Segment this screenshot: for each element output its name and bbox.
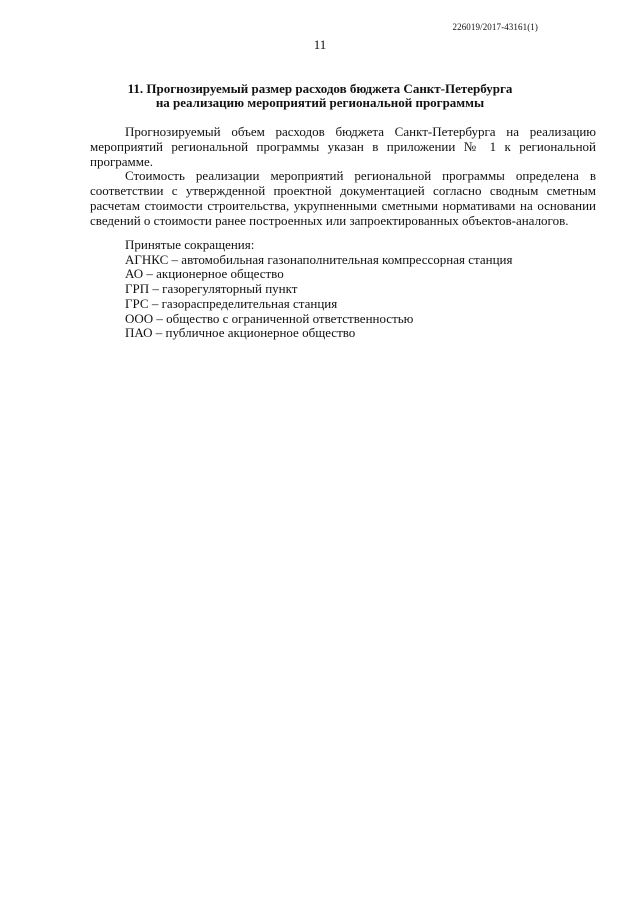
abbreviation-item: АГНКС – автомобильная газонаполнительная компрессорная станция (125, 251, 513, 267)
page-number: 11 (313, 37, 327, 52)
abbreviation-item: ГРС – газораспределительная станция (125, 295, 338, 311)
body-text (90, 125, 596, 229)
abbreviation-item: ГРП – газорегуляторный пункт (125, 281, 298, 297)
abbreviation-item: АО – акционерное общество (125, 266, 284, 282)
paragraph-cost-estimation: Стоимость реализации мероприятий региональной программы определена в соответствии с утвержденной проектной документацией согласно сводным сметным расчетам стоимости строительства, укрупненными сметными нормативами на основании сведений о стоимости ранее построенных или запроектированных объектов-аналогов. (90, 168, 596, 228)
paragraph-budget-volume: Прогнозируемый объем расходов бюджета Санкт-Петербурга на реализацию мероприятий региональной программы указан в приложении № 1 к региональной программе. (90, 124, 596, 169)
section-title (90, 82, 550, 110)
abbreviation-item: ООО – общество с ограниченной ответственностью (125, 310, 414, 326)
abbreviation-item: ПАО – публичное акционерное общество (125, 325, 356, 341)
abbreviations-list (125, 238, 512, 341)
abbreviations-heading: Принятые сокращения: (125, 237, 255, 252)
document-registration-number: 226019/2017-43161(1) (452, 22, 538, 32)
section-title-line-1: 11. Прогнозируемый размер расходов бюджета Санкт-Петербурга (127, 81, 513, 96)
section-title-line-2: на реализацию мероприятий региональной программы (155, 95, 485, 110)
